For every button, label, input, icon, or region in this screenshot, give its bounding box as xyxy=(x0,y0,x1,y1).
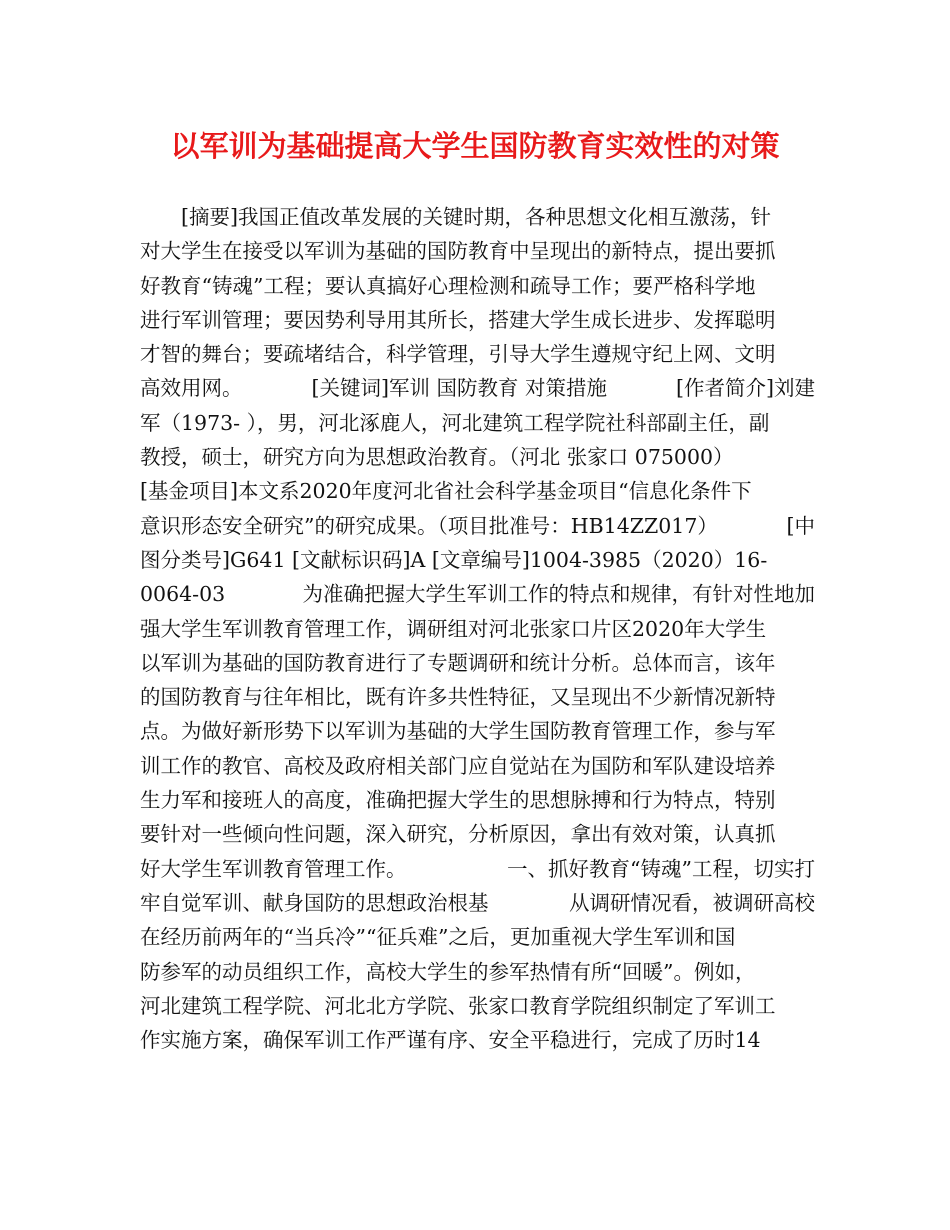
text-line: 点。为做好新形势下以军训为基础的大学生国防教育管理工作，参与军 xyxy=(140,719,776,744)
text-line xyxy=(140,577,815,611)
text-line: 对大学生在接受以军训为基础的国防教育中呈现出的新特点，提出要抓 xyxy=(140,239,776,264)
text-line: 以军训为基础的国防教育进行了专题调研和统计分析。总体而言，该年 xyxy=(140,650,776,675)
text-segment: [关键词]军训 国防教育 对策措施 xyxy=(311,376,608,401)
text-line: 进行军训管理；要因势利导用其所长，搭建大学生成长进步、发挥聪明 xyxy=(140,307,776,332)
text-line: 强大学生军训教育管理工作，调研组对河北张家口片区2020年大学生 xyxy=(140,616,767,641)
text-line: 好教育“铸魂”工程；要认真搞好心理检测和疏导工作；要严格科学地 xyxy=(140,273,756,298)
text-line: 防参军的动员组织工作，高校大学生的参军热情有所“回暖”。例如， xyxy=(140,959,756,984)
text-line: 军（1973- ），男，河北涿鹿人，河北建筑工程学院社科部副主任，副 xyxy=(140,410,770,435)
text-line xyxy=(140,371,815,405)
text-segment: 好大学生军训教育管理工作。 xyxy=(140,856,407,881)
text-segment: 牢自觉军训、献身国防的思想政治根基 xyxy=(140,890,489,915)
text-line: 生力军和接班人的高度，准确把握大学生的思想脉搏和行为特点，特别 xyxy=(140,788,776,813)
text-line: [摘要]我国正值改革发展的关键时期，各种思想文化相互激荡，针 xyxy=(181,205,771,229)
text-line: 的国防教育与往年相比，既有许多共性特征，又呈现出不少新情况新特 xyxy=(140,685,776,710)
text-segment: 为准确把握大学生军训工作的特点和规律，有针对性地加 xyxy=(302,582,815,607)
text-line: 要针对一些倾向性问题，深入研究，分析原因，拿出有效对策，认真抓 xyxy=(140,822,776,847)
text-line xyxy=(140,886,815,920)
text-segment: 从调研情况看，被调研高校 xyxy=(569,890,815,915)
text-line: 图分类号]G641 [文献标识码]A [文章编号]1004-3985（2020）16- xyxy=(140,547,768,572)
text-line: 训工作的教官、高校及政府相关部门应自觉站在为国防和军队建设培养 xyxy=(140,753,776,778)
text-line: 河北建筑工程学院、河北北方学院、张家口教育学院组织制定了军训工 xyxy=(140,993,776,1018)
text-line: 在经历前两年的“当兵冷”“征兵难”之后，更加重视大学生军训和国 xyxy=(140,925,736,950)
text-segment: 高效用网。 xyxy=(140,376,243,401)
text-line xyxy=(140,509,815,543)
text-line: 才智的舞台；要疏堵结合，科学管理，引导大学生遵规守纪上网、文明 xyxy=(140,342,776,367)
text-segment: [作者简介]刘建 xyxy=(676,376,815,401)
document-title: 以军训为基础提高大学生国防教育实效性的对策 xyxy=(170,129,780,163)
text-line: [基金项目]本文系2020年度河北省社会科学基金项目“信息化条件下 xyxy=(140,479,752,504)
text-segment: [中 xyxy=(786,513,815,538)
text-line xyxy=(140,852,815,886)
text-segment: 意识形态安全研究”的研究成果。（项目批准号：HB14ZZ017） xyxy=(140,513,718,538)
text-segment: 0064-03 xyxy=(140,582,226,607)
document-body xyxy=(140,200,815,1057)
text-segment: 一、抓好教育“铸魂”工程，切实打 xyxy=(507,856,815,881)
text-line: 教授，硕士，研究方向为思想政治教育。（河北 张家口 075000） xyxy=(140,445,734,470)
text-line: 作实施方案，确保军训工作严谨有序、安全平稳进行，完成了历时14 xyxy=(140,1028,761,1053)
